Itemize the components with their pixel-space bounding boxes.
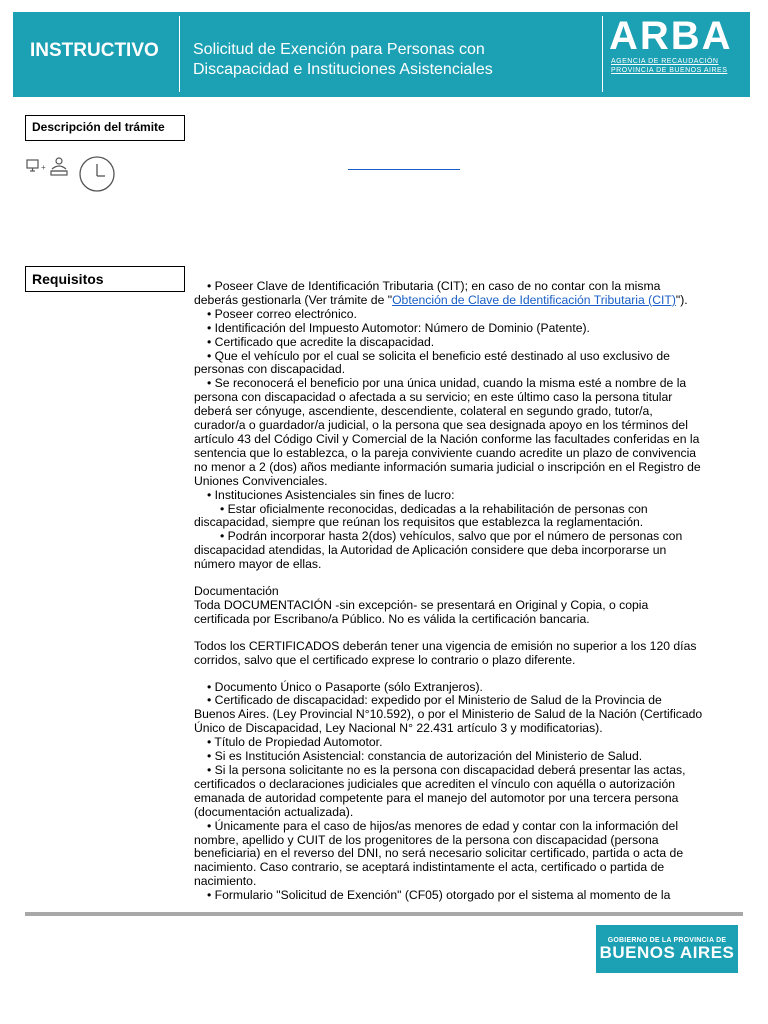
list-item: • Se reconocerá el beneficio por una única unidad, cuando la misma esté a nombre de la xyxy=(207,376,687,391)
clock-icon xyxy=(80,157,114,191)
list-item-continuation: curador/a o guardador/a judicial, o la persona que sea designada apoyo en los términos del xyxy=(194,418,688,433)
header-banner xyxy=(13,12,750,97)
list-item: • Poseer Clave de Identificación Tributaria (CIT); en caso de no contar con la misma xyxy=(207,279,661,293)
list-item: • Instituciones Asistenciales sin fines de lucro: xyxy=(207,487,455,502)
paragraph: Toda DOCUMENTACIÓN -sin excepción- se presentará en Original y Copia, o copia xyxy=(194,597,649,612)
list-item-continuation: número mayor de ellas. xyxy=(194,557,322,572)
list-item-continuation: nombre, apellido y CUIT de los progenitores de la persona con discapacidad (persona xyxy=(194,832,659,847)
gba-logo-big: BUENOS AIRES xyxy=(599,943,735,962)
documentacion-heading: Documentación xyxy=(194,584,279,599)
header-divider xyxy=(179,16,180,92)
list-item: • Identificación del Impuesto Automotor: Número de Dominio (Patente). xyxy=(207,320,590,335)
channel-icons xyxy=(25,156,117,199)
person-icon xyxy=(51,158,67,175)
list-item-continuation: nacimiento. Caso contrario, se aceptará indistintamente el acta, certificado o partida de xyxy=(194,860,665,875)
cit-link[interactable]: Obtención de Clave de Identificación Tributaria (CIT) xyxy=(392,292,676,307)
computer-icon xyxy=(27,160,38,171)
list-item-continuation: Único de Discapacidad, Ley Nacional N° 22.431 artículo 3 y modificatorias). xyxy=(194,721,603,736)
arba-logo-subtitle-line: PROVINCIA DE BUENOS AIRES xyxy=(611,67,728,74)
document-title-line: Discapacidad e Instituciones Asistenciales xyxy=(193,61,493,78)
list-item-continuation: certificados o declaraciones judiciales que acrediten el vínculo con aquélla o autorización xyxy=(194,776,676,791)
text: "). xyxy=(675,292,688,307)
paragraph: certificada por Escribano/a Público. No es válida la certificación bancaria. xyxy=(194,611,590,626)
arba-logo: ARBA xyxy=(609,14,733,58)
svg-text:+: + xyxy=(41,163,46,172)
list-item-continuation: Uniones Convivenciales. xyxy=(194,473,328,488)
list-item-continuation xyxy=(194,294,739,308)
list-item: • Formulario "Solicitud de Exención" (CF05) otorgado por el sistema al momento de la xyxy=(207,888,671,903)
document-title xyxy=(193,40,613,80)
list-item-continuation: persona con discapacidad o afectada a su servicio; en este último caso la persona titular xyxy=(194,390,673,405)
list-item-continuation: emanada de autoridad competente para el manejo del automotor por una tercera persona xyxy=(194,790,679,805)
list-item-continuation: nacimiento. xyxy=(194,874,257,889)
list-item: • Poseer correo electrónico. xyxy=(207,306,357,321)
gba-logo-small: GOBIERNO DE LA PROVINCIA DE xyxy=(607,937,727,944)
requisitos-section-header: Requisitos xyxy=(25,266,185,292)
list-item-continuation: artículo 43 del Código Civil y Comercial de la Nación conforme las facultades conferidas en la xyxy=(194,431,700,446)
instructivo-label: INSTRUCTIVO xyxy=(30,40,159,61)
list-item: • Que el vehículo por el cual se solicita el beneficio esté destinado al uso exclusivo de xyxy=(207,348,670,363)
empty-link[interactable] xyxy=(348,169,460,170)
list-item-continuation: no menor a 2 (dos) años mediante información sumaria judicial o inscripción en el Registro de xyxy=(194,459,701,474)
list-item-continuation: discapacidad, siempre que reúnan los requisitos que establezca la reglamentación. xyxy=(194,515,644,530)
requisitos-content xyxy=(194,280,739,903)
sub-list-item: • Podrán incorporar hasta 2(dos) vehículos, salvo que por el número de personas con xyxy=(220,529,683,544)
gba-logo xyxy=(596,925,738,973)
list-item: • Título de Propiedad Automotor. xyxy=(207,735,383,750)
paragraph: corridos, salvo que el certificado exprese lo contrario o plazo diferente. xyxy=(194,652,576,667)
sub-list-item: • Estar oficialmente reconocidas, dedicadas a la rehabilitación de personas con xyxy=(220,501,648,516)
list-item: • Certificado que acredite la discapacidad. xyxy=(207,334,435,349)
arba-logo-subtitle-line: AGENCIA DE RECAUDACIÓN xyxy=(611,58,719,65)
text: deberás gestionarla (Ver trámite de " xyxy=(194,292,393,307)
list-item-continuation: personas con discapacidad. xyxy=(194,362,346,377)
header-divider xyxy=(602,16,603,92)
document-title-line: Solicitud de Exención para Personas con xyxy=(193,41,485,58)
list-item: • Únicamente para el caso de hijos/as menores de edad y contar con la información del xyxy=(207,818,679,833)
list-item: • Documento Único o Pasaporte (sólo Extranjeros). xyxy=(207,679,483,694)
arba-logo-subtitle xyxy=(611,57,727,75)
list-item-continuation: sentencia que lo establezca, o la pareja conviviente cuando acredite un plazo de convivencia xyxy=(194,445,697,460)
paragraph: Todos los CERTIFICADOS deberán tener una vigencia de emisión no superior a los 120 días xyxy=(194,638,697,653)
list-item: • Si es Institución Asistencial: constancia de autorización del Ministerio de Salud. xyxy=(207,749,643,764)
footer-divider xyxy=(25,912,743,916)
list-item: • Certificado de discapacidad: expedido por el Ministerio de Salud de la Provincia de xyxy=(207,693,662,708)
list-item-continuation: (documentación actualizada). xyxy=(194,804,354,819)
list-item-continuation: Buenos Aires. (Ley Provincial N°10.592), o por el Ministerio de Salud de la Nación (Certificado xyxy=(194,707,703,722)
descripcion-section-header: Descripción del trámite xyxy=(25,115,185,141)
list-item: • Si la persona solicitante no es la persona con discapacidad deberá presentar las actas, xyxy=(207,763,686,777)
list-item-continuation: beneficiaria) en el reverso del DNI, no será necesario solicitar certificado, partida o acta de xyxy=(194,846,684,861)
list-item-continuation: deberá ser cónyuge, ascendiente, descendiente, colateral en segundo grado, tutor/a, xyxy=(194,404,653,419)
list-item-continuation: discapacidad atendidas, la Autoridad de Aplicación considere que deba incorporarse un xyxy=(194,543,667,558)
